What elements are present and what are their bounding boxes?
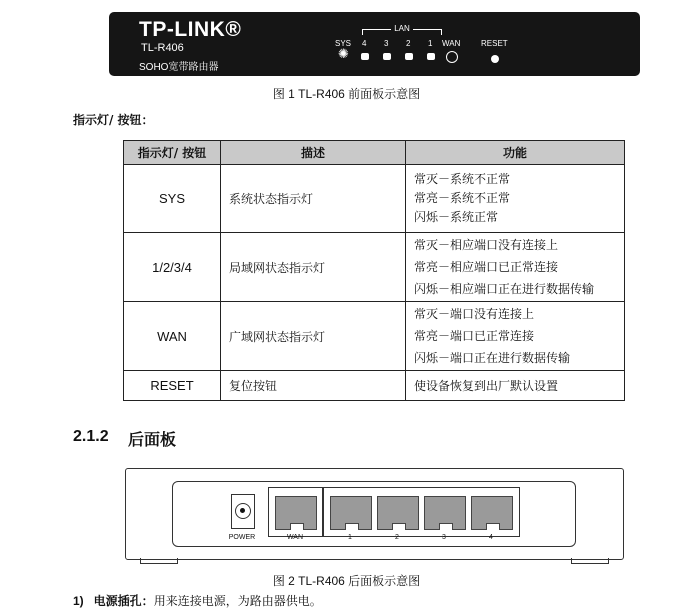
table-header-row [124, 141, 625, 165]
item-number: 1) [73, 594, 84, 608]
row-lan-name: 1/2/3/4 [124, 233, 221, 302]
rear-foot-left [140, 558, 178, 564]
power-jack-icon [231, 494, 255, 529]
lan2-port-icon [377, 496, 419, 530]
indicator-label-2: 2 [406, 39, 411, 48]
tagline-label: SOHO宽带路由器 [139, 62, 219, 73]
sys-led-icon [340, 53, 350, 63]
indicator-label-wan: WAN [442, 39, 461, 48]
row-reset-func: 使设备恢复到出厂默认设置 [406, 371, 625, 401]
row-lan-desc: 局域网状态指示灯 [221, 233, 406, 302]
table-row [124, 302, 625, 371]
section-number: 2.1.2 [73, 428, 109, 445]
indicator-heading: 指示灯/ 按钮： [73, 113, 154, 127]
row-wan-func: 常灭－端口没有连接上 常亮－端口已正常连接 闪烁－端口正在进行数据传输 [406, 302, 625, 371]
row-reset-desc: 复位按钮 [221, 371, 406, 401]
indicator-table [123, 140, 625, 401]
port-label-2: 2 [395, 534, 399, 541]
lan3-port-icon [424, 496, 466, 530]
table-row [124, 233, 625, 302]
lan4-port-icon [471, 496, 513, 530]
header-indicator: 指示灯/ 按钮 [124, 141, 221, 165]
brand-logo: TP-LINK® [139, 18, 242, 41]
header-description: 描述 [221, 141, 406, 165]
item-text: 用来连接电源，为路由器供电。 [153, 594, 322, 608]
port-label-3: 3 [442, 534, 446, 541]
lan-group-label: LAN [394, 24, 410, 33]
lan3-led-icon [383, 53, 391, 60]
indicator-label-reset: RESET [481, 39, 508, 48]
wan-port-icon [275, 496, 317, 530]
model-label: TL-R406 [141, 42, 184, 54]
figure1-caption: 图 1 TL-R406 前面板示意图 [272, 87, 421, 101]
row-sys-desc: 系统状态指示灯 [221, 165, 406, 233]
table-row [124, 165, 625, 233]
row-lan-func: 常灭－相应端口没有连接上 常亮－相应端口已正常连接 闪烁－相应端口正在进行数据传输 [406, 233, 625, 302]
port-label-4: 4 [489, 534, 493, 541]
row-sys-func: 常灭－系统不正常 常亮－系统不正常 闪烁－系统正常 [406, 165, 625, 233]
indicator-label-sys: SYS [335, 39, 352, 48]
lan1-port-icon [330, 496, 372, 530]
indicator-label-1: 1 [428, 39, 433, 48]
section-title: 后面板 [128, 430, 177, 449]
lan2-led-icon [405, 53, 413, 60]
table-row [124, 371, 625, 401]
list-item [73, 592, 322, 609]
row-reset-name: RESET [124, 371, 221, 401]
row-sys-name: SYS [124, 165, 221, 233]
wan-led-icon [446, 51, 458, 63]
header-function: 功能 [406, 141, 625, 165]
rear-foot-right [571, 558, 609, 564]
indicator-label-4: 4 [362, 39, 367, 48]
reset-button-icon [491, 55, 499, 63]
row-wan-desc: 广域网状态指示灯 [221, 302, 406, 371]
item-term: 电源插孔： [93, 594, 154, 608]
figure2-caption: 图 2 TL-R406 后面板示意图 [272, 574, 421, 588]
row-wan-name: WAN [124, 302, 221, 371]
port-label-wan: WAN [286, 534, 304, 541]
front-panel-illustration [109, 12, 640, 76]
indicator-label-3: 3 [384, 39, 389, 48]
lan4-led-icon [361, 53, 369, 60]
lan1-led-icon [427, 53, 435, 60]
port-label-1: 1 [348, 534, 352, 541]
lan-group-bracket [362, 24, 442, 34]
port-label-power: POWER [228, 534, 256, 541]
